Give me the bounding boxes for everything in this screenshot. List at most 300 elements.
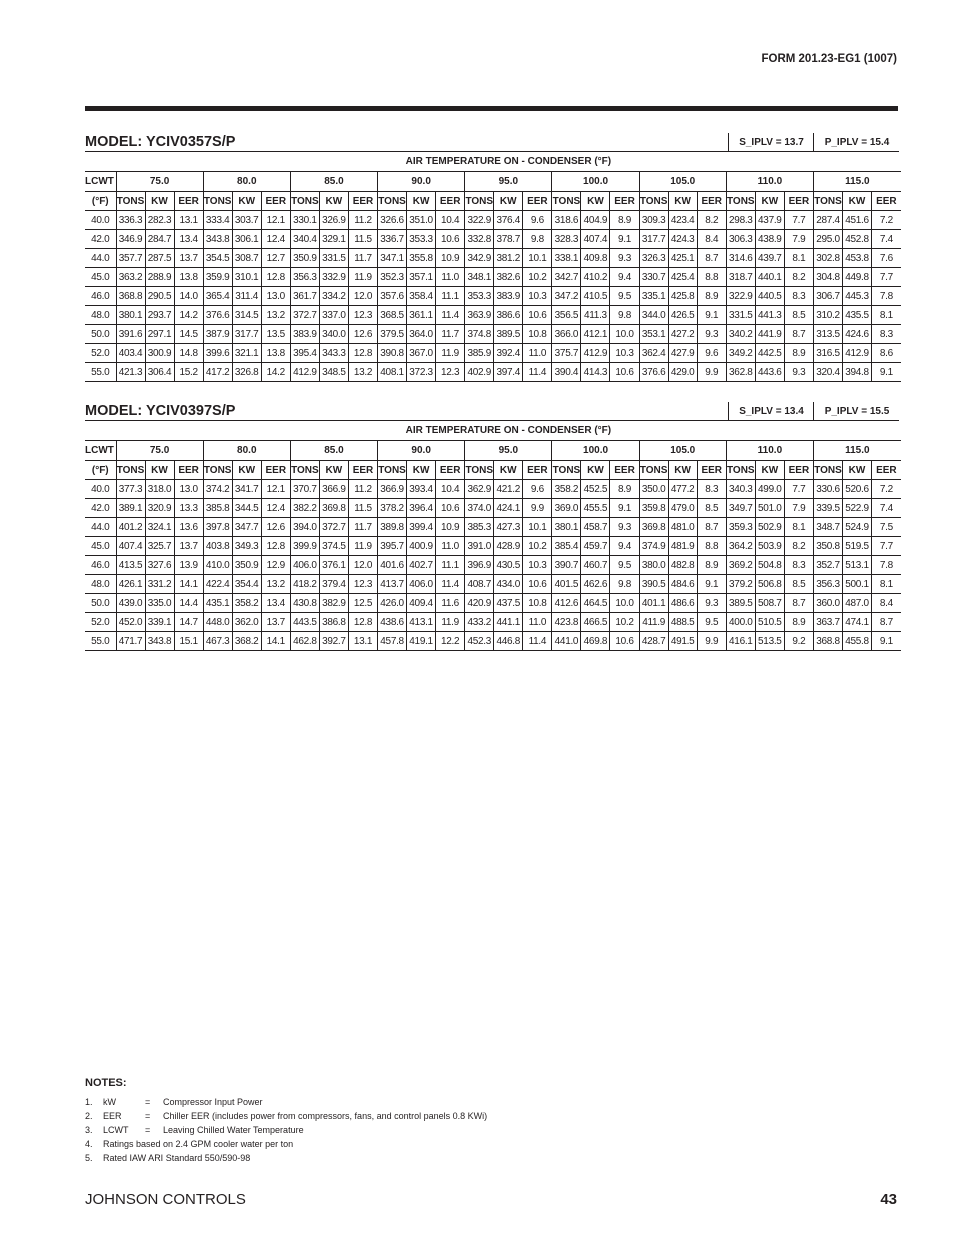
kw-cell: 481.0 <box>668 518 697 537</box>
kw-cell: 332.9 <box>319 268 348 287</box>
blank-cell <box>85 421 116 441</box>
eer-cell: 11.5 <box>348 499 377 518</box>
column-header-tons: TONS <box>116 461 145 480</box>
kw-cell: 374.5 <box>319 537 348 556</box>
eer-cell: 11.0 <box>436 537 465 556</box>
eer-cell: 12.8 <box>348 344 377 363</box>
eer-cell: 10.6 <box>523 575 552 594</box>
kw-cell: 455.8 <box>843 632 872 651</box>
eer-cell: 13.2 <box>261 575 290 594</box>
eer-cell: 13.1 <box>174 211 203 230</box>
condenser-temp: 110.0 <box>726 441 813 461</box>
kw-cell: 361.1 <box>407 306 436 325</box>
note-3 <box>85 1123 304 1137</box>
kw-cell: 501.0 <box>755 499 784 518</box>
eer-cell: 9.3 <box>697 325 726 344</box>
tons-cell: 338.1 <box>552 249 581 268</box>
eer-cell: 9.9 <box>697 363 726 382</box>
tons-cell: 331.5 <box>726 306 755 325</box>
eer-cell: 10.3 <box>523 287 552 306</box>
tons-cell: 385.4 <box>552 537 581 556</box>
tons-cell: 369.8 <box>639 518 668 537</box>
table-row <box>85 344 901 363</box>
tons-cell: 352.3 <box>378 268 407 287</box>
column-header-tons: TONS <box>814 461 843 480</box>
lcwt-cell: 46.0 <box>85 287 116 306</box>
eer-cell: 12.1 <box>261 480 290 499</box>
kw-cell: 300.9 <box>145 344 174 363</box>
column-header-tons: TONS <box>378 461 407 480</box>
note-1 <box>85 1095 263 1109</box>
kw-cell: 344.5 <box>232 499 261 518</box>
tons-cell: 448.0 <box>203 613 232 632</box>
notes <box>85 1077 488 1165</box>
tons-cell: 302.8 <box>814 249 843 268</box>
eer-cell: 8.9 <box>697 287 726 306</box>
tons-cell: 362.9 <box>465 480 494 499</box>
tons-cell: 354.5 <box>203 249 232 268</box>
tons-cell: 340.4 <box>290 230 319 249</box>
kw-cell: 438.9 <box>755 230 784 249</box>
eer-cell: 9.3 <box>610 518 639 537</box>
kw-cell: 353.3 <box>407 230 436 249</box>
lcwt-cell: 55.0 <box>85 363 116 382</box>
kw-cell: 404.9 <box>581 211 610 230</box>
kw-cell: 506.8 <box>755 575 784 594</box>
air-temp-label: AIR TEMPERATURE ON - CONDENSER (°F) <box>405 156 612 167</box>
tons-cell: 441.0 <box>552 632 581 651</box>
eer-cell: 8.5 <box>784 306 813 325</box>
eer-cell: 10.8 <box>523 325 552 344</box>
column-header-eer: EER <box>784 192 813 211</box>
kw-cell: 331.5 <box>319 249 348 268</box>
kw-cell: 464.5 <box>581 594 610 613</box>
eer-cell: 8.2 <box>697 211 726 230</box>
eer-cell: 8.3 <box>697 480 726 499</box>
eer-cell: 11.9 <box>436 344 465 363</box>
lcwt-cell: 52.0 <box>85 613 116 632</box>
eer-cell: 11.0 <box>436 268 465 287</box>
eer-cell: 15.2 <box>174 363 203 382</box>
tons-cell: 389.1 <box>116 499 145 518</box>
air-temp-label: AIR TEMPERATURE ON - CONDENSER (°F) <box>405 425 612 436</box>
eer-cell: 8.7 <box>784 325 813 344</box>
column-header-kw: KW <box>407 192 436 211</box>
eer-cell: 10.6 <box>523 306 552 325</box>
kw-cell: 410.2 <box>581 268 610 287</box>
note-definition: Chiller EER (includes power from compressors, fans, and control panels 0.8 KWi) <box>163 1111 488 1121</box>
eer-cell: 12.4 <box>261 230 290 249</box>
tons-cell: 348.1 <box>465 268 494 287</box>
performance-table <box>85 152 901 382</box>
kw-cell: 326.8 <box>232 363 261 382</box>
kw-cell: 308.7 <box>232 249 261 268</box>
tons-cell: 439.0 <box>116 594 145 613</box>
kw-cell: 504.8 <box>755 556 784 575</box>
eer-cell: 9.2 <box>784 632 813 651</box>
tons-cell: 362.4 <box>639 344 668 363</box>
kw-cell: 459.7 <box>581 537 610 556</box>
column-header-eer: EER <box>523 461 552 480</box>
footer-company: JOHNSON CONTROLS <box>85 1191 246 1208</box>
kw-cell: 366.9 <box>319 480 348 499</box>
kw-cell: 442.5 <box>755 344 784 363</box>
kw-cell: 357.1 <box>407 268 436 287</box>
eer-cell: 10.6 <box>610 363 639 382</box>
tons-cell: 339.5 <box>814 499 843 518</box>
tons-cell: 368.8 <box>814 632 843 651</box>
condenser-temp: 75.0 <box>116 172 203 192</box>
tons-cell: 412.9 <box>290 363 319 382</box>
kw-cell: 339.1 <box>145 613 174 632</box>
eer-cell: 8.5 <box>697 499 726 518</box>
eer-cell: 7.6 <box>872 249 901 268</box>
eer-cell: 10.0 <box>610 594 639 613</box>
eer-cell: 13.4 <box>174 230 203 249</box>
form-number: FORM 201.23-EG1 (1007) <box>761 53 897 65</box>
condenser-temp: 80.0 <box>203 172 290 192</box>
eer-cell: 8.2 <box>784 537 813 556</box>
tons-cell: 438.6 <box>378 613 407 632</box>
tons-cell: 399.6 <box>203 344 232 363</box>
kw-cell: 297.1 <box>145 325 174 344</box>
lcwt-cell: 50.0 <box>85 325 116 344</box>
tons-cell: 430.8 <box>290 594 319 613</box>
tons-cell: 342.9 <box>465 249 494 268</box>
eer-cell: 8.5 <box>784 575 813 594</box>
column-header-kw: KW <box>843 192 872 211</box>
eer-cell: 14.7 <box>174 613 203 632</box>
column-header-kw: KW <box>319 461 348 480</box>
kw-cell: 412.9 <box>843 344 872 363</box>
kw-cell: 412.1 <box>581 325 610 344</box>
table-row <box>85 306 901 325</box>
column-header-eer: EER <box>784 461 813 480</box>
kw-cell: 427.2 <box>668 325 697 344</box>
note-equals: = <box>145 1097 151 1107</box>
tons-cell: 357.7 <box>116 249 145 268</box>
tons-cell: 423.8 <box>552 613 581 632</box>
tons-cell: 359.9 <box>203 268 232 287</box>
eer-cell: 8.7 <box>784 594 813 613</box>
kw-cell: 524.9 <box>843 518 872 537</box>
eer-cell: 8.4 <box>872 594 901 613</box>
condenser-temp: 100.0 <box>552 172 639 192</box>
tons-cell: 452.0 <box>116 613 145 632</box>
eer-cell: 8.9 <box>784 344 813 363</box>
tons-cell: 295.0 <box>814 230 843 249</box>
eer-cell: 9.1 <box>872 363 901 382</box>
kw-cell: 435.5 <box>843 306 872 325</box>
tons-cell: 391.6 <box>116 325 145 344</box>
tons-cell: 421.3 <box>116 363 145 382</box>
tons-cell: 395.7 <box>378 537 407 556</box>
kw-cell: 441.1 <box>494 613 523 632</box>
eer-cell: 10.3 <box>523 556 552 575</box>
tons-cell: 401.2 <box>116 518 145 537</box>
kw-cell: 426.5 <box>668 306 697 325</box>
kw-cell: 341.7 <box>232 480 261 499</box>
eer-cell: 13.2 <box>348 363 377 382</box>
tons-cell: 336.3 <box>116 211 145 230</box>
tons-cell: 462.8 <box>290 632 319 651</box>
kw-cell: 428.9 <box>494 537 523 556</box>
tons-cell: 369.2 <box>726 556 755 575</box>
kw-cell: 392.7 <box>319 632 348 651</box>
kw-cell: 453.8 <box>843 249 872 268</box>
tons-cell: 401.6 <box>378 556 407 575</box>
eer-cell: 9.1 <box>610 230 639 249</box>
kw-cell: 399.4 <box>407 518 436 537</box>
kw-cell: 382.6 <box>494 268 523 287</box>
tons-cell: 399.9 <box>290 537 319 556</box>
tons-cell: 426.1 <box>116 575 145 594</box>
eer-cell: 8.6 <box>872 344 901 363</box>
column-header-tons: TONS <box>290 461 319 480</box>
table-row <box>85 249 901 268</box>
eer-cell: 12.1 <box>261 211 290 230</box>
kw-cell: 306.4 <box>145 363 174 382</box>
tons-cell: 390.5 <box>639 575 668 594</box>
note-definition: Leaving Chilled Water Temperature <box>163 1125 304 1135</box>
tons-cell: 379.5 <box>378 325 407 344</box>
eer-cell: 8.7 <box>872 613 901 632</box>
tons-cell: 368.5 <box>378 306 407 325</box>
eer-cell: 9.8 <box>610 575 639 594</box>
eer-cell: 9.4 <box>610 268 639 287</box>
condenser-temp: 95.0 <box>465 441 552 461</box>
tons-cell: 385.9 <box>465 344 494 363</box>
kw-cell: 314.5 <box>232 306 261 325</box>
tons-cell: 343.8 <box>203 230 232 249</box>
tons-cell: 382.2 <box>290 499 319 518</box>
column-header-tons: TONS <box>203 461 232 480</box>
tons-cell: 416.1 <box>726 632 755 651</box>
eer-cell: 10.2 <box>610 613 639 632</box>
eer-cell: 12.0 <box>348 556 377 575</box>
column-header-kw: KW <box>755 461 784 480</box>
table-row <box>85 230 901 249</box>
tons-cell: 313.5 <box>814 325 843 344</box>
lcwt-cell: 55.0 <box>85 632 116 651</box>
kw-cell: 488.5 <box>668 613 697 632</box>
tons-cell: 356.3 <box>290 268 319 287</box>
tons-cell: 336.7 <box>378 230 407 249</box>
tons-cell: 376.6 <box>203 306 232 325</box>
tons-cell: 330.6 <box>814 480 843 499</box>
model-title: MODEL: YCIV0357S/P <box>85 134 236 150</box>
eer-cell: 7.4 <box>872 230 901 249</box>
kw-cell: 410.5 <box>581 287 610 306</box>
lcwt-label: LCWT <box>85 172 116 192</box>
tons-cell: 375.7 <box>552 344 581 363</box>
tons-cell: 428.7 <box>639 632 668 651</box>
tons-cell: 356.3 <box>814 575 843 594</box>
lcwt-cell: 42.0 <box>85 499 116 518</box>
eer-cell: 13.7 <box>174 537 203 556</box>
kw-cell: 324.1 <box>145 518 174 537</box>
tons-cell: 403.4 <box>116 344 145 363</box>
note-term: LCWT <box>103 1125 129 1135</box>
kw-cell: 284.7 <box>145 230 174 249</box>
kw-cell: 349.3 <box>232 537 261 556</box>
kw-cell: 500.1 <box>843 575 872 594</box>
column-header-kw: KW <box>755 192 784 211</box>
tons-cell: 350.9 <box>290 249 319 268</box>
kw-cell: 455.5 <box>581 499 610 518</box>
kw-cell: 402.7 <box>407 556 436 575</box>
eer-cell: 13.0 <box>261 287 290 306</box>
page-number: 43 <box>880 1191 897 1208</box>
header-rule <box>85 106 898 111</box>
kw-cell: 482.8 <box>668 556 697 575</box>
column-header-tons: TONS <box>465 461 494 480</box>
kw-cell: 430.5 <box>494 556 523 575</box>
kw-cell: 434.0 <box>494 575 523 594</box>
eer-cell: 13.7 <box>261 613 290 632</box>
eer-cell: 14.1 <box>174 575 203 594</box>
note-number: 2. <box>85 1111 93 1121</box>
p-iplv-value: P_IPLV = 15.4 <box>813 133 900 151</box>
tons-cell: 374.8 <box>465 325 494 344</box>
column-header-row <box>85 192 901 211</box>
eer-cell: 14.2 <box>261 363 290 382</box>
kw-cell: 376.1 <box>319 556 348 575</box>
tons-cell: 408.7 <box>465 575 494 594</box>
kw-cell: 397.4 <box>494 363 523 382</box>
eer-cell: 10.3 <box>610 344 639 363</box>
eer-cell: 14.8 <box>174 344 203 363</box>
kw-cell: 293.7 <box>145 306 174 325</box>
eer-cell: 10.4 <box>436 480 465 499</box>
kw-cell: 508.7 <box>755 594 784 613</box>
kw-cell: 381.2 <box>494 249 523 268</box>
tons-cell: 330.1 <box>290 211 319 230</box>
kw-cell: 364.0 <box>407 325 436 344</box>
table-row <box>85 287 901 306</box>
kw-cell: 343.8 <box>145 632 174 651</box>
note-number: 5. <box>85 1153 93 1163</box>
kw-cell: 424.1 <box>494 499 523 518</box>
kw-cell: 449.8 <box>843 268 872 287</box>
eer-cell: 13.4 <box>261 594 290 613</box>
kw-cell: 311.4 <box>232 287 261 306</box>
tons-cell: 378.2 <box>378 499 407 518</box>
eer-cell: 7.7 <box>872 537 901 556</box>
table-row <box>85 575 901 594</box>
kw-cell: 522.9 <box>843 499 872 518</box>
column-header-eer: EER <box>610 461 639 480</box>
tons-cell: 353.3 <box>465 287 494 306</box>
air-temp-header-row <box>85 421 901 441</box>
tons-cell: 309.3 <box>639 211 668 230</box>
eer-cell: 7.7 <box>784 211 813 230</box>
eer-cell: 12.4 <box>261 499 290 518</box>
condenser-temp: 105.0 <box>639 172 726 192</box>
eer-cell: 10.0 <box>610 325 639 344</box>
eer-cell: 12.9 <box>261 556 290 575</box>
eer-cell: 10.6 <box>436 499 465 518</box>
temperature-row <box>85 441 901 461</box>
table-row <box>85 556 901 575</box>
eer-cell: 7.2 <box>872 211 901 230</box>
eer-cell: 9.9 <box>523 499 552 518</box>
kw-cell: 386.8 <box>319 613 348 632</box>
kw-cell: 303.7 <box>232 211 261 230</box>
table-row <box>85 632 901 651</box>
eer-cell: 7.5 <box>872 518 901 537</box>
kw-cell: 484.6 <box>668 575 697 594</box>
eer-cell: 8.9 <box>610 480 639 499</box>
kw-cell: 421.2 <box>494 480 523 499</box>
tons-cell: 348.7 <box>814 518 843 537</box>
eer-cell: 8.1 <box>784 518 813 537</box>
tons-cell: 362.8 <box>726 363 755 382</box>
tons-cell: 306.7 <box>814 287 843 306</box>
kw-cell: 337.0 <box>319 306 348 325</box>
tons-cell: 380.1 <box>116 306 145 325</box>
tons-cell: 344.0 <box>639 306 668 325</box>
eer-cell: 9.3 <box>697 594 726 613</box>
column-header-eer: EER <box>261 192 290 211</box>
kw-cell: 427.9 <box>668 344 697 363</box>
kw-cell: 407.4 <box>581 230 610 249</box>
tons-cell: 364.2 <box>726 537 755 556</box>
column-header-eer: EER <box>436 192 465 211</box>
kw-cell: 443.6 <box>755 363 784 382</box>
kw-cell: 412.9 <box>581 344 610 363</box>
column-header-kw: KW <box>145 192 174 211</box>
lcwt-cell: 52.0 <box>85 344 116 363</box>
eer-cell: 9.1 <box>697 575 726 594</box>
tons-cell: 363.9 <box>465 306 494 325</box>
tons-cell: 318.7 <box>726 268 755 287</box>
tons-cell: 385.3 <box>465 518 494 537</box>
tons-cell: 411.9 <box>639 613 668 632</box>
kw-cell: 282.3 <box>145 211 174 230</box>
eer-cell: 10.8 <box>523 594 552 613</box>
eer-cell: 14.4 <box>174 594 203 613</box>
table-row <box>85 499 901 518</box>
eer-cell: 11.1 <box>436 556 465 575</box>
kw-cell: 429.0 <box>668 363 697 382</box>
note-number: 4. <box>85 1139 93 1149</box>
column-header-kw: KW <box>668 192 697 211</box>
kw-cell: 451.6 <box>843 211 872 230</box>
eer-cell: 9.5 <box>610 556 639 575</box>
tons-cell: 452.3 <box>465 632 494 651</box>
kw-cell: 452.5 <box>581 480 610 499</box>
tons-cell: 391.0 <box>465 537 494 556</box>
condenser-temp: 115.0 <box>814 172 901 192</box>
column-header-kw: KW <box>145 461 174 480</box>
kw-cell: 382.9 <box>319 594 348 613</box>
tons-cell: 353.1 <box>639 325 668 344</box>
tons-cell: 298.3 <box>726 211 755 230</box>
tons-cell: 366.0 <box>552 325 581 344</box>
lcwt-cell: 44.0 <box>85 518 116 537</box>
tons-cell: 326.3 <box>639 249 668 268</box>
model-header <box>85 402 899 421</box>
kw-cell: 290.5 <box>145 287 174 306</box>
column-header-eer: EER <box>610 192 639 211</box>
kw-cell: 513.1 <box>843 556 872 575</box>
eer-cell: 8.7 <box>697 249 726 268</box>
model-table-0397 <box>85 402 899 651</box>
kw-cell: 424.6 <box>843 325 872 344</box>
kw-cell: 372.7 <box>319 518 348 537</box>
kw-cell: 460.7 <box>581 556 610 575</box>
